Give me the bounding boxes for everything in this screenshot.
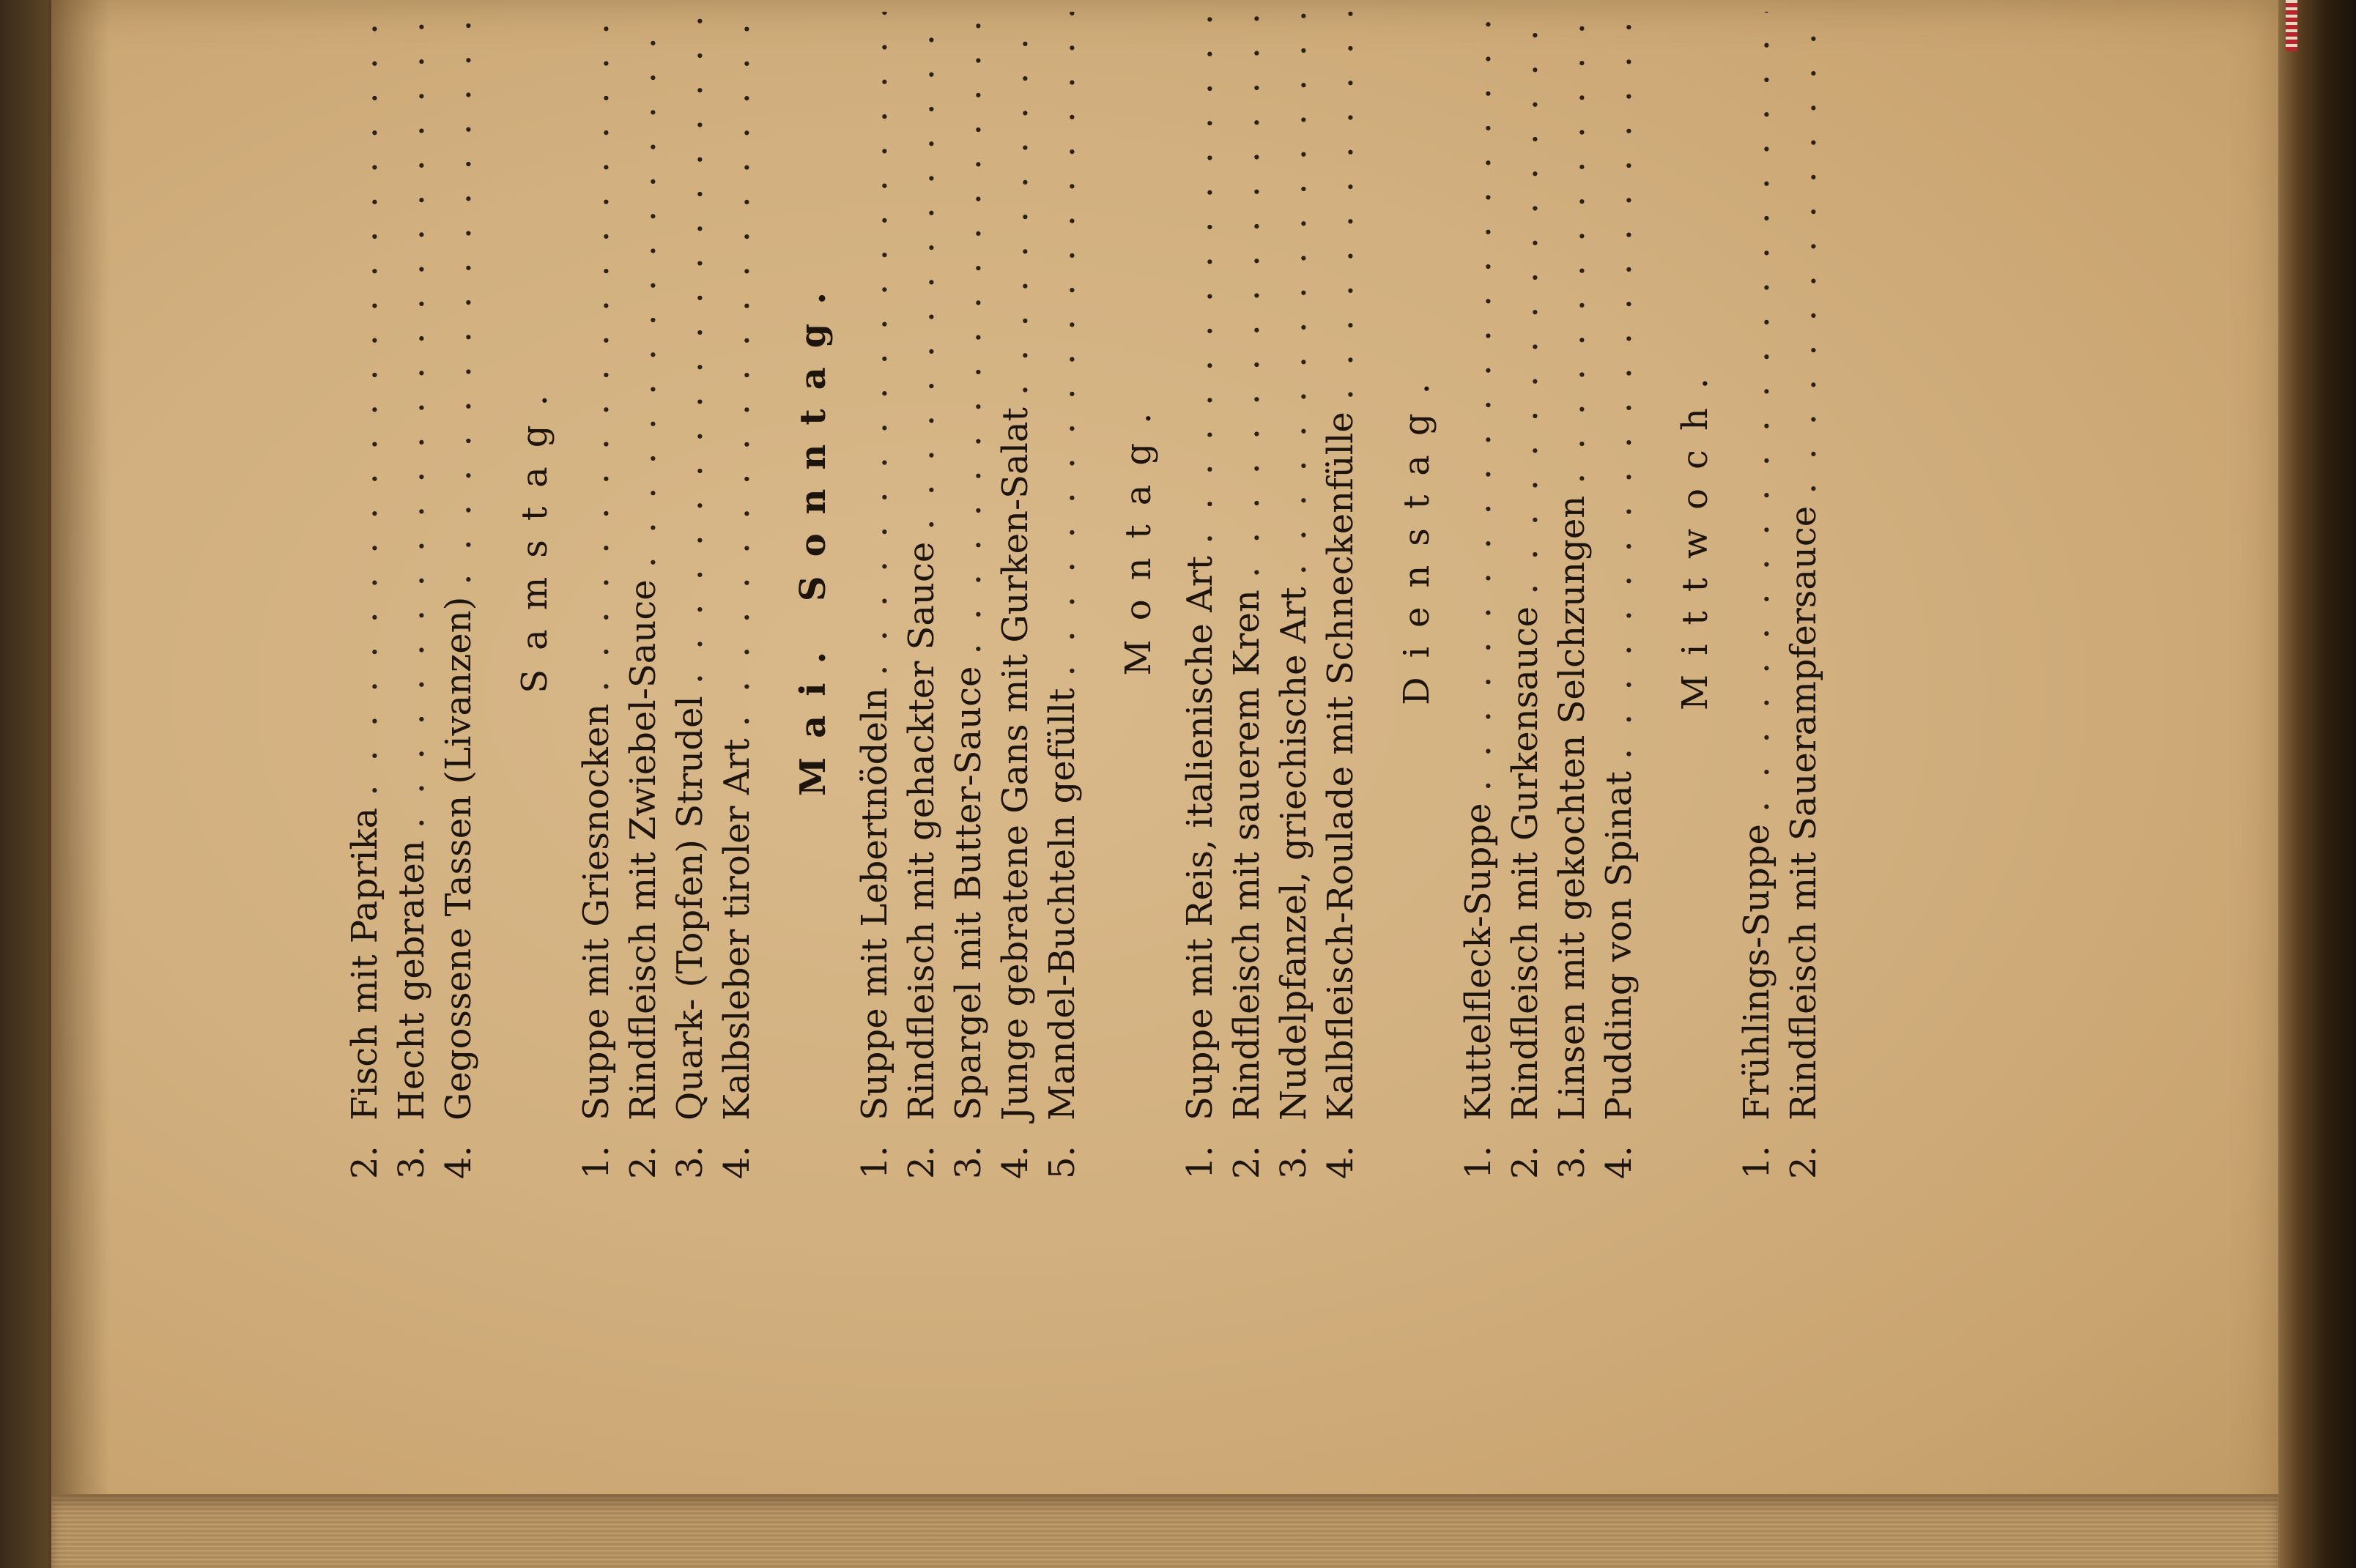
dot-leader: [854, 12, 895, 676]
dot-leader: [670, 12, 711, 684]
dot-leader: [995, 12, 1036, 395]
dish-name: Nudelpfanzel, griechische Art: [1273, 587, 1314, 1121]
dish-name: Rindfleisch mit Zwiebel-Sauce: [623, 579, 664, 1121]
item-number: 4.: [716, 1145, 757, 1179]
item-number: 3.: [391, 1145, 432, 1179]
item-number: 3.: [1273, 1145, 1314, 1179]
menu-line: [1736, 0, 1782, 1179]
dish-name: Gegossene Tassen (Livanzen): [438, 596, 479, 1121]
dot-leader: [1505, 12, 1546, 595]
day-heading: Samstag.: [514, 376, 555, 694]
menu-line: [948, 0, 993, 1179]
dot-leader: [1552, 12, 1593, 484]
item-number: 4.: [1320, 1145, 1361, 1179]
menu-line: [1273, 0, 1319, 1179]
item-number: 2.: [1226, 1145, 1267, 1179]
dish-name: Suppe mit Lebertnödeln: [854, 687, 895, 1121]
dish-name: Rindfleisch mit gehackter Sauce: [901, 541, 942, 1121]
item-number: 2.: [1783, 1145, 1824, 1179]
item-number: 3.: [948, 1145, 989, 1179]
item-number: 1.: [1736, 1145, 1777, 1179]
item-number: 2.: [623, 1145, 664, 1179]
dot-leader: [1320, 12, 1361, 400]
item-number: 4.: [438, 1145, 479, 1179]
dish-name: Mandel-Buchteln gefüllt: [1042, 688, 1083, 1121]
menu-line: [1552, 0, 1597, 1179]
item-number: 4.: [995, 1145, 1036, 1179]
dish-name: Suppe mit Reis, italienische Art: [1179, 556, 1220, 1121]
dot-leader: [1042, 12, 1083, 677]
dot-leader: [1179, 12, 1220, 544]
day-heading: Dienstag.: [1396, 364, 1437, 705]
dish-name: Fisch mit Paprika: [344, 807, 385, 1121]
dot-leader: [344, 12, 385, 796]
dot-leader: [1273, 12, 1314, 575]
day-heading: Mai. Sonntag.: [793, 273, 834, 796]
menu-line: [1783, 0, 1829, 1179]
item-number: 5.: [1042, 1145, 1083, 1179]
dot-leader: [716, 12, 757, 727]
dot-leader: [948, 12, 989, 655]
menu-line: [854, 0, 900, 1179]
dish-name: Frühlings-Suppe: [1736, 824, 1777, 1121]
book-edge-right: [2278, 0, 2356, 1568]
item-number: 3.: [670, 1145, 711, 1179]
menu-line: [1505, 0, 1550, 1179]
item-number: 2.: [1505, 1145, 1546, 1179]
item-number: 2.: [901, 1145, 942, 1179]
dot-leader: [1458, 12, 1499, 792]
dot-leader: [391, 12, 432, 828]
menu-line: [623, 0, 668, 1179]
day-heading: Mittwoch.: [1675, 358, 1716, 711]
dish-name: Kalbsleber tiroler Art: [716, 738, 757, 1121]
item-number: 1.: [1458, 1145, 1499, 1179]
dish-name: Pudding von Spinat: [1599, 771, 1640, 1121]
dish-name: Quark- (Topfen) Strudel: [670, 696, 711, 1121]
dish-name: Rindfleisch mit sauerem Kren: [1226, 590, 1267, 1121]
dot-leader: [901, 12, 942, 530]
dish-name: Kuttelfleck-Suppe: [1458, 803, 1499, 1121]
dish-name: Suppe mit Griesnocken: [576, 703, 617, 1121]
menu-line: [391, 0, 437, 1179]
page-text-block: [205, 0, 1963, 1267]
menu-line: [438, 0, 484, 1179]
menu-line: [1320, 0, 1366, 1179]
menu-line: [901, 0, 947, 1179]
item-number: 1.: [576, 1145, 617, 1179]
menu-line: [1458, 0, 1503, 1179]
dot-leader: [1226, 12, 1267, 578]
item-number: 1.: [1179, 1145, 1220, 1179]
item-number: 3.: [1552, 1145, 1593, 1179]
dish-name: Kalbfleisch-Roulade mit Schneckenfülle: [1320, 412, 1361, 1121]
bookmark-ribbon: [2286, 0, 2297, 51]
menu-line: [1226, 0, 1272, 1179]
dot-leader: [576, 12, 617, 692]
item-number: 2.: [344, 1145, 385, 1179]
menu-line: [1042, 0, 1087, 1179]
dot-leader: [1783, 12, 1824, 494]
menu-line: [1179, 0, 1225, 1179]
dot-leader: [623, 12, 664, 568]
dish-name: Hecht gebraten: [391, 840, 432, 1121]
dish-name: Rindfleisch mit Gurkensauce: [1505, 606, 1546, 1121]
dish-name: Junge gebratene Gans mit Gurken-Salat: [995, 407, 1036, 1121]
menu-line: [344, 0, 390, 1179]
day-heading: Montag.: [1118, 393, 1159, 676]
menu-line: [716, 0, 762, 1179]
menu-line: [995, 0, 1040, 1179]
page-edges-bottom: [51, 1494, 2278, 1568]
dot-leader: [1599, 12, 1640, 759]
dish-name: Rindfleisch mit Sauerampfersauce: [1783, 505, 1824, 1121]
item-number: 4.: [1599, 1145, 1640, 1179]
spine-shadow: [51, 0, 110, 1538]
menu-line: [576, 0, 621, 1179]
dish-name: Spargel mit Butter-Sauce: [948, 666, 989, 1121]
menu-line: [670, 0, 715, 1179]
menu-line: [1599, 0, 1644, 1179]
dot-leader: [438, 12, 479, 585]
dot-leader: [1736, 12, 1777, 812]
dish-name: Linsen mit gekochten Selchzungen: [1552, 495, 1593, 1121]
item-number: 1.: [854, 1145, 895, 1179]
